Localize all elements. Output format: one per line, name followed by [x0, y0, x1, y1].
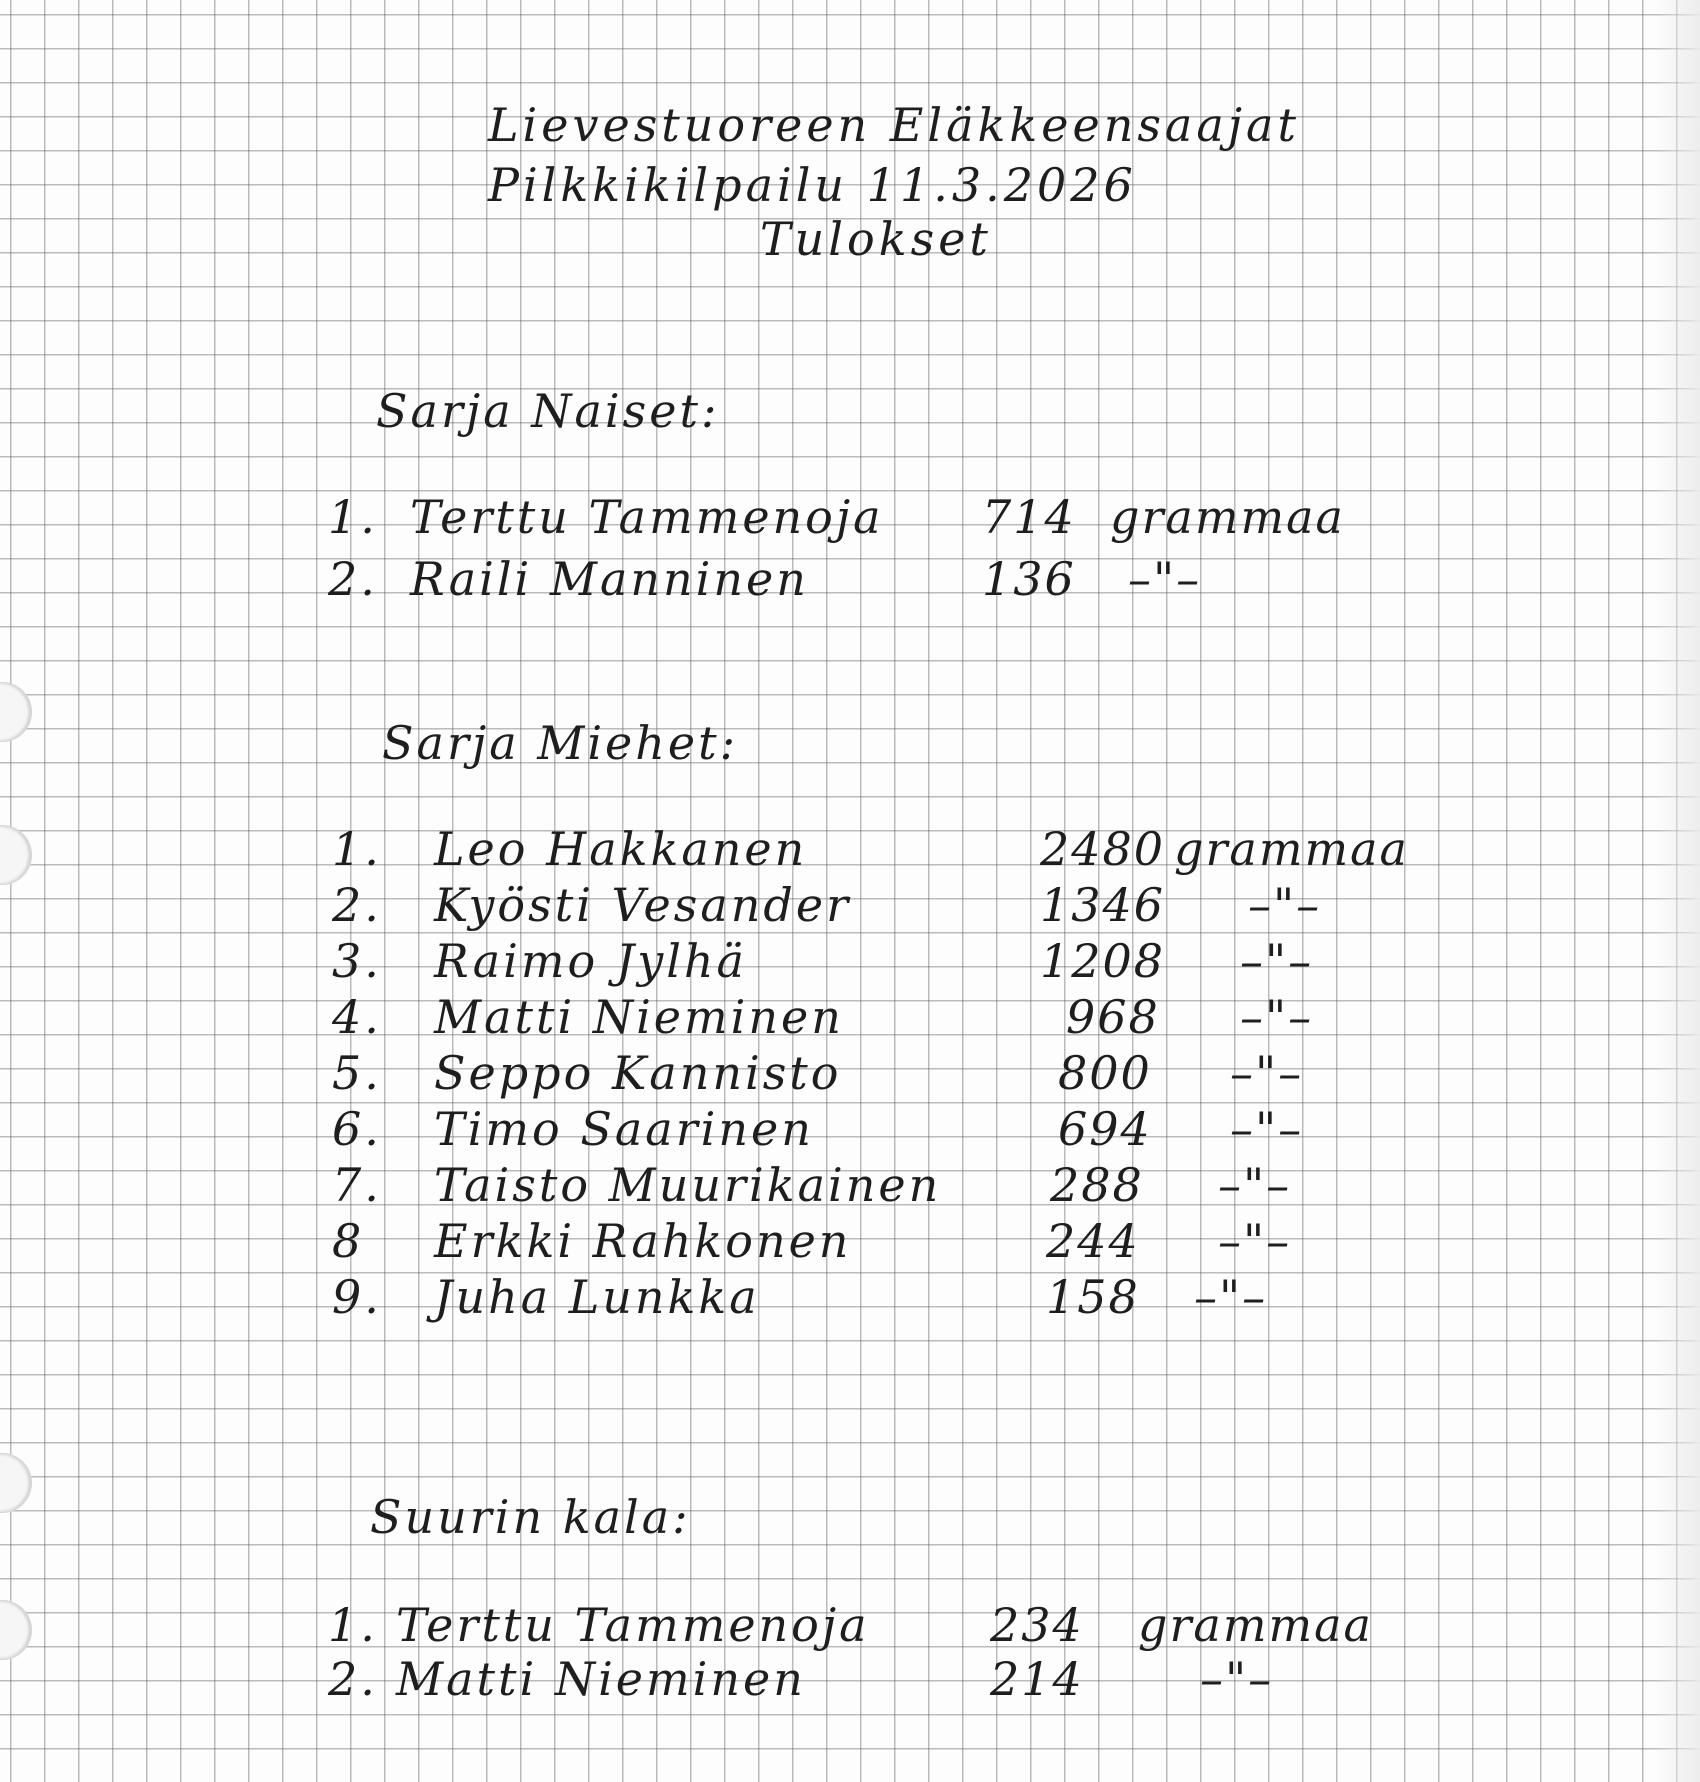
result-rank: 2.: [332, 878, 382, 932]
result-name: Seppo Kannisto: [434, 1046, 842, 1100]
result-unit: –"–: [1200, 1652, 1274, 1706]
result-unit: grammaa: [1110, 490, 1345, 544]
result-weight: 136: [982, 552, 1076, 606]
result-weight: 694: [1058, 1102, 1152, 1156]
result-weight: 214: [990, 1652, 1084, 1706]
result-unit: –"–: [1218, 1158, 1292, 1212]
result-rank: 1.: [328, 490, 378, 544]
result-name: Juha Lunkka: [434, 1270, 760, 1324]
punch-hole: [0, 825, 32, 885]
result-unit: –"–: [1230, 1046, 1304, 1100]
result-unit: –"–: [1240, 934, 1314, 988]
punch-hole: [0, 1600, 32, 1660]
result-weight: 244: [1046, 1214, 1140, 1268]
result-unit: grammaa: [1138, 1598, 1373, 1652]
punch-hole: [0, 1453, 32, 1513]
result-weight: 1208: [1040, 934, 1166, 988]
result-name: Terttu Tammenoja: [410, 490, 884, 544]
result-rank: 4.: [332, 990, 382, 1044]
section-heading-miehet: Sarja Miehet:: [382, 716, 739, 770]
result-unit: grammaa: [1174, 822, 1409, 876]
result-weight: 2480: [1040, 822, 1166, 876]
result-name: Erkki Rahkonen: [434, 1214, 852, 1268]
result-unit: –"–: [1218, 1214, 1292, 1268]
result-rank: 7.: [332, 1158, 382, 1212]
result-rank: 8: [332, 1214, 365, 1268]
title-line-2: Pilkkikilpailu 11.3.2026: [488, 158, 1137, 212]
result-unit: –"–: [1194, 1270, 1268, 1324]
result-name: Matti Nieminen: [434, 990, 844, 1044]
result-weight: 800: [1058, 1046, 1152, 1100]
result-unit: –"–: [1248, 878, 1322, 932]
result-rank: 6.: [332, 1102, 382, 1156]
section-heading-suurin-kala: Suurin kala:: [370, 1490, 691, 1544]
title-line-3: Tulokset: [760, 212, 992, 266]
page-edge-shade: [1654, 0, 1700, 1782]
result-name: Terttu Tammenoja: [396, 1598, 870, 1652]
result-rank: 9.: [332, 1270, 382, 1324]
result-weight: 714: [982, 490, 1076, 544]
result-weight: 968: [1066, 990, 1160, 1044]
result-rank: 1.: [332, 822, 382, 876]
result-weight: 1346: [1040, 878, 1166, 932]
result-name: Kyösti Vesander: [434, 878, 852, 932]
result-name: Taisto Muurikainen: [434, 1158, 942, 1212]
result-unit: –"–: [1240, 990, 1314, 1044]
result-rank: 5.: [332, 1046, 382, 1100]
punch-hole: [0, 682, 32, 742]
result-weight: 158: [1046, 1270, 1140, 1324]
result-name: Leo Hakkanen: [434, 822, 808, 876]
title-line-1: Lievestuoreen Eläkkeensaajat: [488, 98, 1300, 152]
section-heading-naiset: Sarja Naiset:: [376, 384, 720, 438]
result-rank: 2.: [328, 1652, 378, 1706]
result-rank: 1.: [328, 1598, 378, 1652]
result-name: Raimo Jylhä: [434, 934, 747, 988]
result-name: Timo Saarinen: [434, 1102, 814, 1156]
result-unit: –"–: [1230, 1102, 1304, 1156]
result-rank: 2.: [328, 552, 378, 606]
result-name: Raili Manninen: [410, 552, 809, 606]
result-weight: 234: [990, 1598, 1084, 1652]
result-name: Matti Nieminen: [396, 1652, 806, 1706]
result-weight: 288: [1050, 1158, 1144, 1212]
result-rank: 3.: [332, 934, 382, 988]
result-unit: –"–: [1128, 552, 1202, 606]
